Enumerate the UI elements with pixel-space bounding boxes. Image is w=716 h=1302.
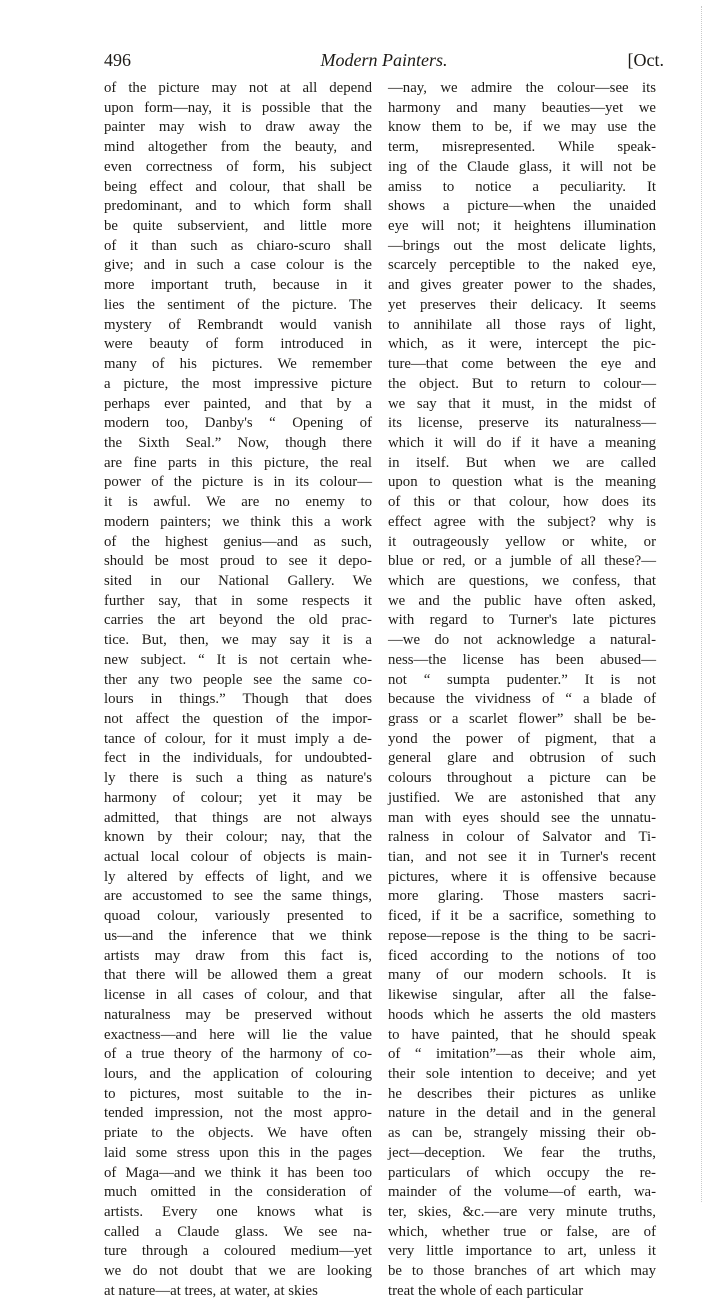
text-line: and gives greater power to the shades, [388, 277, 656, 294]
text-line: ness—the license has been abused— [388, 651, 656, 668]
text-line: which are questions, we confess, that [388, 572, 656, 589]
issue-month: [Oct. [627, 50, 664, 70]
text-line: predominant, and to which form shall [104, 198, 372, 215]
text-line: mainder of the volume—of earth, wa- [388, 1184, 656, 1201]
text-line: of the highest genius—and as such, [104, 533, 372, 550]
text-line: likewise singular, after all the false- [388, 987, 656, 1004]
text-line: tice. But, then, we may say it is a [104, 632, 372, 649]
text-line: ly altered by effects of light, and we [104, 868, 372, 885]
text-line: many of his pictures. We remember [104, 356, 372, 373]
text-line: ficed according to the notions of too [388, 947, 656, 964]
text-line: the object. But to return to colour— [388, 375, 656, 392]
text-line: lies the sentiment of the picture. The [104, 296, 372, 313]
text-line: man with eyes should see the unnatu- [388, 809, 656, 826]
text-line: in itself. But when we are called [388, 454, 656, 471]
text-line: —brings out the most delicate lights, [388, 237, 656, 254]
text-line: as can be, strangely missing their ob- [388, 1125, 656, 1142]
text-line: lours, and the application of colouring [104, 1065, 372, 1082]
text-line: ther any two people see the same co- [104, 671, 372, 688]
text-line: of “ imitation”—as their whole aim, [388, 1046, 656, 1063]
text-line: their sole intention to deceive; and yet [388, 1065, 656, 1082]
text-line: effect agree with the subject? why is [388, 513, 656, 530]
text-line: amiss to notice a peculiarity. It [388, 178, 656, 195]
text-line: known by their colour; nay, that the [104, 829, 372, 846]
text-line: of the picture may not at all depend [104, 80, 372, 96]
text-line: of Maga—and we think it has been too [104, 1164, 372, 1181]
text-line: actual local colour of objects is main- [104, 849, 372, 866]
text-line: it outrageously yellow or white, or [388, 533, 656, 550]
text-line: ture—that come between the eye and [388, 356, 656, 373]
text-line: new subject. “ It is not certain whe- [104, 651, 372, 668]
running-head [104, 50, 664, 74]
text-line: it is awful. We are no enemy to [104, 494, 372, 511]
text-line: ralness in colour of Salvator and Ti- [388, 829, 656, 846]
text-line: license in all cases of colour, and that [104, 987, 372, 1004]
text-line: being effect and colour, that shall be [104, 178, 372, 195]
text-line: admitted, that things are not always [104, 809, 372, 826]
text-line: modern painters; we think this a work [104, 513, 372, 530]
text-line: he describes their pictures as unlike [388, 1085, 656, 1102]
text-line: nature in the detail and in the general [388, 1105, 656, 1122]
text-line: harmony and many beauties—yet we [388, 99, 656, 116]
text-line: because the vividness of “ a blade of [388, 691, 656, 708]
text-line: called a Claude glass. We see na- [104, 1223, 372, 1240]
text-line: blue or red, or a jumble of all these?— [388, 553, 656, 570]
text-line: pictures, where it is offensive because [388, 868, 656, 885]
text-line: harmony of colour; yet it may be [104, 789, 372, 806]
text-line: much omitted in the consideration of [104, 1184, 372, 1201]
text-line: general glare and obtrusion of such [388, 750, 656, 767]
text-line: quoad colour, variously presented to [104, 908, 372, 925]
text-line: priate to the objects. We have often [104, 1125, 372, 1142]
text-line: are accustomed to see the same things, [104, 888, 372, 905]
running-title: Modern Painters. [320, 50, 448, 70]
text-line: more glaring. Those masters sacri- [388, 888, 656, 905]
text-line: yond the power of pigment, that a [388, 730, 656, 747]
text-line: tian, and not see it in Turner's recent [388, 849, 656, 866]
text-line: ing of the Claude glass, it will not be [388, 158, 656, 175]
text-line: to pictures, most suitable to the in- [104, 1085, 372, 1102]
text-line: modern too, Danby's “ Opening of [104, 415, 372, 432]
text-line: laid some stress upon this in the pages [104, 1144, 372, 1161]
text-line: term, misrepresented. While speak- [388, 139, 656, 156]
text-line: power of the picture is in its colour— [104, 474, 372, 491]
text-line: eye will not; it heightens illumination [388, 218, 656, 235]
text-line: perhaps ever painted, and that by a [104, 395, 372, 412]
left-column [104, 79, 372, 1302]
text-line: tance of colour, for it must imply a de- [104, 730, 372, 747]
text-line: ture through a coloured medium—yet [104, 1243, 372, 1260]
text-line: which it will do if it have a meaning [388, 434, 656, 451]
text-line: the Sixth Seal.” Now, though there [104, 434, 372, 451]
text-line: very little importance to art, unless it [388, 1243, 656, 1260]
text-line: hoods which he asserts the old masters [388, 1006, 656, 1023]
text-line: mystery of Rembrandt would vanish [104, 316, 372, 333]
text-line: painter may wish to draw away the [104, 119, 372, 136]
text-line: be to those branches of art which may [388, 1263, 656, 1280]
text-line: with regard to Turner's late pictures [388, 612, 656, 629]
text-line: not “ sumpta pudenter.” It is not [388, 671, 656, 688]
text-line: we do not doubt that we are looking [104, 1263, 372, 1280]
text-line: treat the whole of each particular [388, 1282, 584, 1299]
text-line: to annihilate all those rays of light, [388, 316, 656, 333]
text-line: should be most proud to see it depo- [104, 553, 372, 570]
text-line: not affect the question of the impor- [104, 711, 372, 727]
text-line: lours in things.” Though that does [104, 691, 372, 708]
text-line: which, as it were, intercept the pic- [388, 336, 656, 353]
text-line: which, whether true or false, are of [388, 1223, 656, 1240]
text-line: of a true theory of the harmony of co- [104, 1046, 372, 1063]
text-line: to have painted, that he should speak [388, 1026, 656, 1043]
right-column [388, 79, 656, 1302]
text-line: tended impression, not the most appro- [104, 1105, 372, 1122]
text-line: —nay, we admire the colour—see its [388, 80, 656, 96]
text-line: are fine parts in this picture, the real [104, 454, 372, 471]
text-line: grass or a scarlet flower” shall be be- [388, 711, 656, 727]
text-line: fect in the individuals, for undoubted- [104, 750, 372, 767]
text-line: particulars of which occupy the re- [388, 1164, 656, 1181]
text-line: a picture, the most impressive picture [104, 375, 372, 392]
text-line: know them to be, if we may use the [388, 119, 656, 136]
text-line: exactness—and here will lie the value [104, 1026, 372, 1043]
text-line: ficed, if it be a sacrifice, something to [388, 908, 656, 925]
text-line: many of our modern schools. It is [388, 967, 656, 984]
text-line: scarcely perceptible to the naked eye, [388, 257, 656, 274]
text-line: upon form—nay, it is possible that the [104, 99, 372, 116]
text-line: at nature—at trees, at water, at skies [104, 1282, 318, 1299]
text-line: give; and in such a case colour is the [104, 257, 372, 274]
text-line: more important truth, because in it [104, 277, 372, 294]
text-line: carries the art beyond the old prac- [104, 612, 372, 629]
text-line: yet preserves their delicacy. It seems [388, 296, 656, 313]
page-edge [701, 6, 702, 1202]
text-line: upon to question what is the meaning [388, 474, 656, 491]
text-line: be quite subservient, and little more [104, 218, 372, 235]
text-line: of it than such as chiaro-scuro shall [104, 237, 372, 254]
text-line: naturalness may be preserved without [104, 1006, 372, 1023]
text-line: us—and the inference that we think [104, 927, 372, 944]
text-line: justified. We are astonished that any [388, 789, 656, 806]
text-line: we say that it must, in the midst of [388, 395, 656, 412]
text-line: that there will be allowed them a great [104, 967, 372, 984]
text-line: artists may draw from this fact is, [104, 947, 372, 964]
text-line: sited in our National Gallery. We [104, 572, 372, 589]
page-number: 496 [104, 50, 131, 70]
text-line: its license, preserve its naturalness— [388, 415, 656, 432]
text-line: ject—deception. We fear the truths, [388, 1144, 656, 1161]
text-line: even correctness of form, his subject [104, 158, 372, 175]
text-line: artists. Every one knows what is [104, 1203, 372, 1220]
text-line: were beauty of form introduced in [104, 336, 372, 353]
text-line: mind altogether from the beauty, and [104, 139, 372, 156]
text-line: ter, skies, &c.—are very minute truths, [388, 1203, 656, 1220]
text-line: repose—repose is the thing to be sacri- [388, 927, 656, 944]
text-line: shows a picture—when the unaided [388, 198, 656, 215]
text-line: further say, that in some respects it [104, 592, 372, 609]
text-line: ly there is such a thing as nature's [104, 770, 372, 787]
text-line: of this or that colour, how does its [388, 494, 656, 511]
text-line: —we do not acknowledge a natural- [388, 632, 656, 649]
text-line: colours throughout a picture can be [388, 770, 656, 787]
text-line: we and the public have often asked, [388, 592, 656, 609]
